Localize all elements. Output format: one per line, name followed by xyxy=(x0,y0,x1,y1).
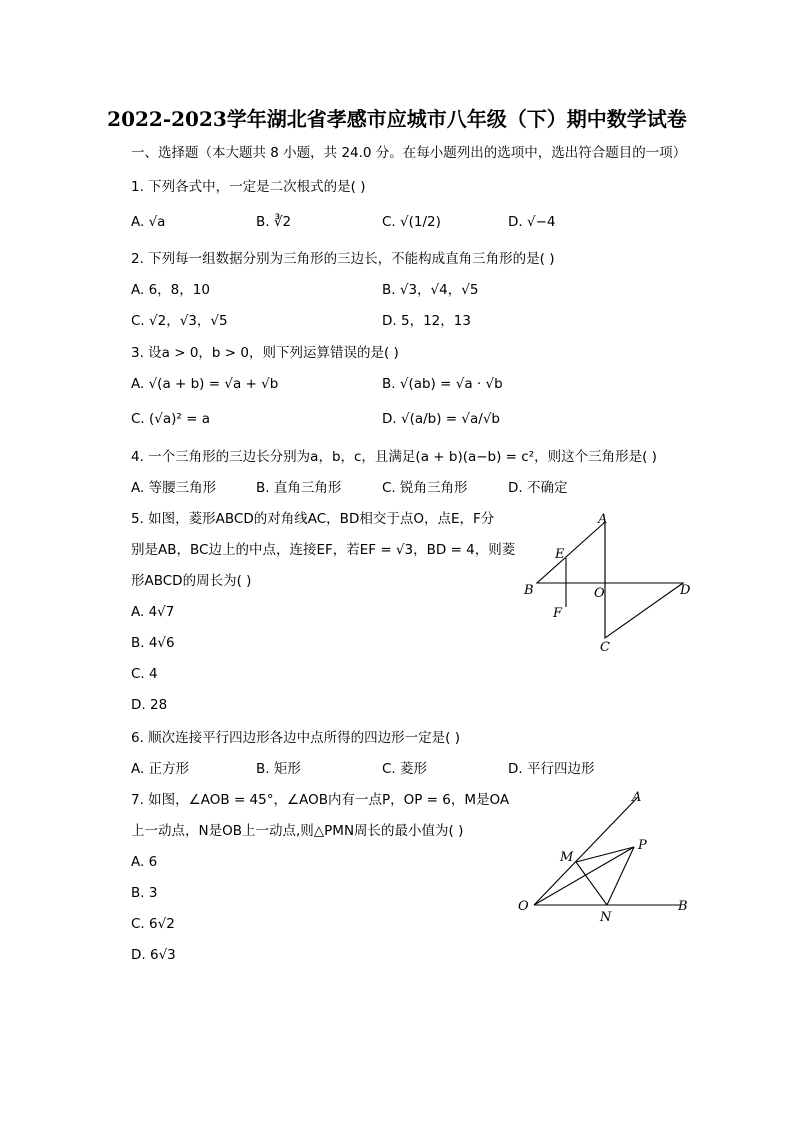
label-p: P xyxy=(638,838,647,853)
label-a: A xyxy=(632,790,642,805)
label-b: B xyxy=(678,899,688,914)
q5-option-d: D. 28 xyxy=(131,697,168,713)
ray-oa xyxy=(534,798,637,905)
q6-option-b: B. 矩形 xyxy=(256,761,301,777)
label-o: O xyxy=(518,899,529,914)
label-f: F xyxy=(553,606,563,621)
q5-stem-line3: 形ABCD的周长为( ) xyxy=(131,573,252,589)
label-n: N xyxy=(600,910,612,925)
q6-option-c: C. 菱形 xyxy=(382,761,428,777)
q7-option-a: A. 6 xyxy=(131,854,158,870)
segment-op xyxy=(534,847,634,905)
segment-pn xyxy=(607,847,634,905)
q7-stem-line2: 上一动点，N是OB上一动点,则△PMN周长的最小值为( ) xyxy=(131,823,464,839)
q4-stem: 4. 一个三角形的三边长分别为a，b，c，且满足(a + b)(a−b) = c²，则这个三角形是( ) xyxy=(131,449,657,465)
q3-option-c: C. (√a)² = a xyxy=(131,411,210,427)
segment-mn xyxy=(576,862,607,905)
q1-option-b: B. ∛2 xyxy=(256,214,292,230)
q3-option-b: B. √(ab) = √a · √b xyxy=(382,376,503,392)
q2-stem: 2. 下列每一组数据分别为三角形的三边长，不能构成直角三角形的是( ) xyxy=(131,251,555,267)
q5-stem-line1: 5. 如图，菱形ABCD的对角线AC，BD相交于点O，点E，F分 xyxy=(131,511,495,527)
q1-stem: 1. 下列各式中，一定是二次根式的是( ) xyxy=(131,179,366,195)
q5-option-c: C. 4 xyxy=(131,666,158,682)
q2-option-a: A. 6，8，10 xyxy=(131,282,210,298)
q7-option-c: C. 6√2 xyxy=(131,916,175,932)
page-title: 2022-2023学年湖北省孝感市应城市八年级（下）期中数学试卷 xyxy=(107,107,687,131)
rhombus-figure xyxy=(518,505,698,655)
angle-figure xyxy=(512,785,702,925)
q7-option-b: B. 3 xyxy=(131,885,158,901)
q4-option-d: D. 不确定 xyxy=(508,480,568,496)
q6-option-d: D. 平行四边形 xyxy=(508,761,595,777)
q3-option-d: D. √(a/b) = √a/√b xyxy=(382,411,500,427)
q6-option-a: A. 正方形 xyxy=(131,761,190,777)
q2-option-c: C. √2，√3，√5 xyxy=(131,313,228,329)
q1-option-a: A. √a xyxy=(131,214,166,230)
q4-option-a: A. 等腰三角形 xyxy=(131,480,217,496)
q5-option-b: B. 4√6 xyxy=(131,635,175,651)
q4-option-c: C. 锐角三角形 xyxy=(382,480,468,496)
label-m: M xyxy=(560,850,574,865)
q7-option-d: D. 6√3 xyxy=(131,947,176,963)
label-b: B xyxy=(524,583,534,598)
q3-stem: 3. 设a > 0，b > 0，则下列运算错误的是( ) xyxy=(131,345,399,361)
q5-option-a: A. 4√7 xyxy=(131,604,175,620)
q4-option-b: B. 直角三角形 xyxy=(256,480,342,496)
label-c: C xyxy=(600,640,610,655)
section-heading: 一、选择题（本大题共 8 小题，共 24.0 分。在每小题列出的选项中，选出符合题目的一项） xyxy=(131,145,687,161)
segment-mp xyxy=(576,847,634,862)
q1-option-c: C. √(1/2) xyxy=(382,214,441,230)
q5-stem-line2: 别是AB，BC边上的中点，连接EF，若EF = √3，BD = 4，则菱 xyxy=(131,542,516,558)
q7-stem-line1: 7. 如图，∠AOB = 45°，∠AOB内有一点P，OP = 6，M是OA xyxy=(131,792,510,808)
q2-option-d: D. 5，12，13 xyxy=(382,313,471,329)
q2-option-b: B. √3，√4，√5 xyxy=(382,282,479,298)
label-o: O xyxy=(594,586,605,601)
q1-option-d: D. √−4 xyxy=(508,214,556,230)
q6-stem: 6. 顺次连接平行四边形各边中点所得的四边形一定是( ) xyxy=(131,730,460,746)
q3-option-a: A. √(a + b) = √a + √b xyxy=(131,376,279,392)
label-a: A xyxy=(598,512,608,527)
label-e: E xyxy=(555,547,565,562)
label-d: D xyxy=(680,583,691,598)
